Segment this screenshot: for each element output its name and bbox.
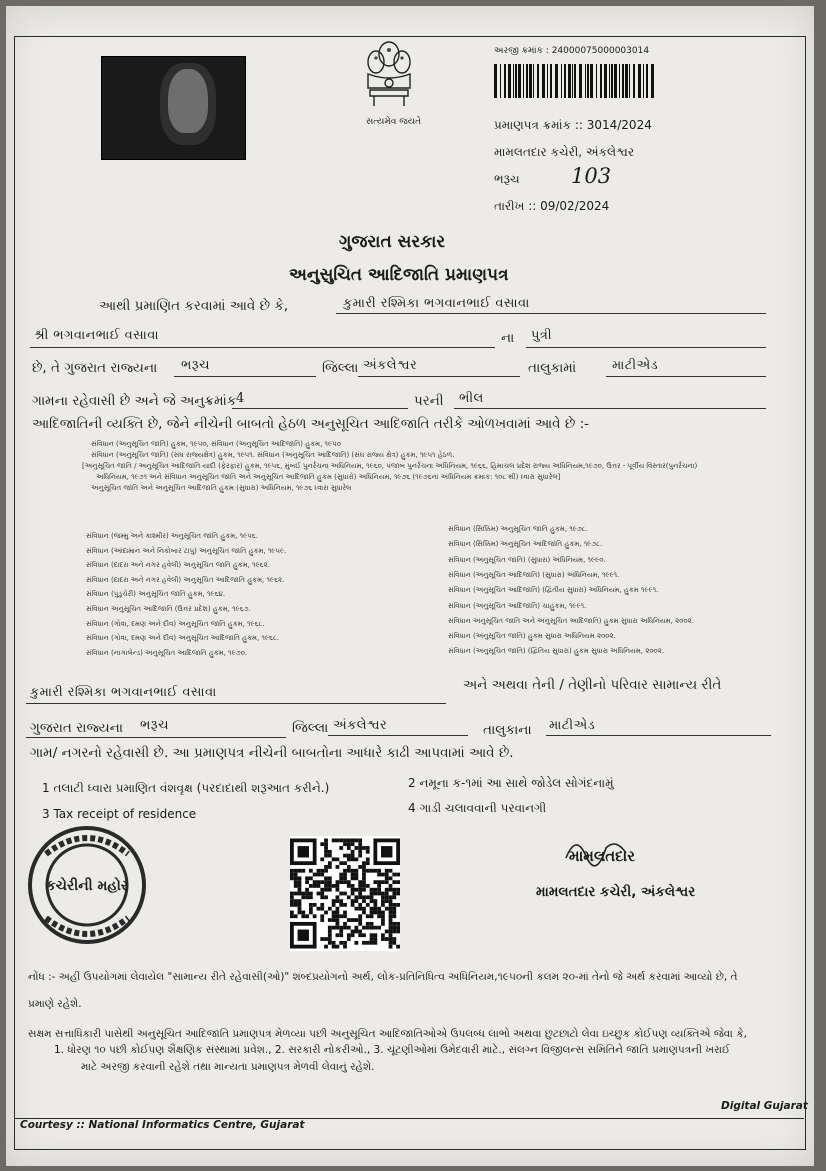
emblem-motto: સત્યમેવ જયતે xyxy=(366,117,422,127)
order-top-3: [અનુસૂચિત જાતિ / અનુસૂચિત આદિજાતિ યાદી (ફેરફાર) હુકમ, ૧૯૫૬, મુંબઈ પુનર્રચના અધિનિયમ, ૧૯૬૦, પંજાબ પુનર્રચના અધિનિયમ, ૧૯૬૬, હિમાચલ પ્રદેશ રાજ્ય અધિનિયમ,૧૯૭૦, ઉત્તર - પૂર્વીય વિસ્તાર(પુનર્રચના) xyxy=(82,462,698,470)
district-label-text: જિલ્લા xyxy=(322,360,359,376)
tribe-name: ભીલ xyxy=(459,391,484,406)
order-right-6: સંવિધાન (અનુસૂચિત આદિજાતિ) ચાહુકમ, ૧૯૯૧. xyxy=(448,601,587,610)
order-left-3: સંવિધાન (દાદરા અને નગર હવેલી) અનુસૂચિત જાતિ હુકમ, ૧૯૬૨. xyxy=(86,561,270,570)
order-right-9: સંવિધાન (અનુસૂચિત જાતિ) (દ્વિતિય સુધારા) હુકમ સુધારા અધિનિયમ, ૨૦૦૨. xyxy=(448,647,665,656)
order-left-5: સંવિધાન (પુડુચેરી) અનુસૂચિત જાતિ હુકમ, ૧૯૬૪. xyxy=(86,590,226,599)
order-left-6: સંવિધાન અનુસૂચિત આદિજાતિ (ઉત્તર પ્રદેશ) હુકમ, ૧૯૬૭. xyxy=(86,605,251,613)
taluka-value-2: અંકલેશ્વર xyxy=(333,718,388,733)
order-left-9: સંવિધાન (નાગાલેન્ડ) અનુસૂચિત આદિજાતિ હુકમ, ૧૯૭૦. xyxy=(86,648,248,657)
national-emblem-icon xyxy=(354,36,424,130)
signatory-office: મામલતદાર કચેરી, અંકલેશ્વર xyxy=(536,884,696,900)
signature-mark xyxy=(561,828,631,868)
note-line-3: સક્ષમ સત્તાધિકારી પાસેથી અનુસૂચિત આદિજાતિ પ્રમાણપત્ર મેળવ્યા પછી અનુસૂચિત આદિજાતિઓએ ઉપલબ્ધ લાભો અથવા છુટછાટો લેવા ઇચ્છુક કોઈપણ વ્યક્તિએ જેવા કે, xyxy=(28,1028,747,1040)
handwritten-number: 103 xyxy=(571,164,612,188)
district-label-2: જિલ્લા xyxy=(292,720,329,736)
family-text: અને અથવા તેની / તેણીનો પરિવાર સામાન્ય રીતે xyxy=(463,677,722,693)
courtesy-text: Courtesy :: National Informatics Centre, Gujarat xyxy=(20,1119,305,1131)
na-text: ના xyxy=(501,330,515,346)
basis-item-4: 4 ગાડી ચલાવવાની પરવાનગી xyxy=(408,801,547,815)
applicant-photo xyxy=(101,56,246,160)
order-right-5: સંવિધાન (અનુસૂચિત આદિજાતિ) (દ્વિતીય સુધારા) અધિનિયમ, હુકમ ૧૯૯૧. xyxy=(448,586,659,595)
intro-text: આથી પ્રમાણિત કરવામાં આવે છે કે, xyxy=(99,298,289,314)
qr-code xyxy=(290,836,400,951)
basis-item-3: 3 Tax receipt of residence xyxy=(42,807,197,821)
taluka-label-text: તાલુકામાં xyxy=(528,360,577,376)
barcode xyxy=(494,64,656,98)
state-text: છે, તે ગુજરાત રાજ્યના xyxy=(32,360,158,376)
applicant-name: કુમારી રશ્મિકા ભગવાનભાઈ વસાવા xyxy=(343,296,530,311)
tribal-statement: આદિજાતિની વ્યક્તિ છે, જેને નીચેની બાબતો હેઠળ અનુસૂચિત આદિજાતિ તરીકે ઓળખવામાં આવે છે :- xyxy=(32,416,590,432)
digital-gujarat-text: Digital Gujarat xyxy=(721,1100,808,1112)
order-top-1: સંવિધાન (અનુસૂચિત જાતિ) હુકમ, ૧૯૫૦, સંવિધાન (અનુસૂચિત આદિજાતિ) હુકમ, ૧૯૫૦ xyxy=(91,440,341,448)
signatory-title: મામલતદાર xyxy=(569,847,635,865)
serial-number: 4 xyxy=(236,391,245,406)
order-left-7: સંવિધાન (ગોવા, દમણ અને દીવ) અનુસૂચિત જાતિ હુકમ, ૧૯૬૮. xyxy=(86,619,265,628)
application-number: અરજી ક્રમાંક : 24000075000003014 xyxy=(494,46,650,56)
note-line-2: પ્રમાણે રહેશે. xyxy=(28,998,82,1010)
applicant-name-2: કુમારી રશ્મિકા ભગવાનભાઈ વસાવા xyxy=(30,685,217,700)
order-right-3: સંવિધાન (અનુસૂચિત જાતિ) (સુધારા) અધિનિયમ, ૧૯૯૦. xyxy=(448,555,606,564)
certificate-number: પ્રમાણપત્ર ક્રમાંક :: 3014/2024 xyxy=(494,118,652,132)
order-top-2: સંવિધાન (અનુસૂચિત જાતિ) (સંઘ રાજ્યક્ષેત્ર) હુકમ, ૧૯૫૧. સંવિધાન (અનુસૂચિત આદિજાતિ) (સંઘ રાજ્ય ક્ષેત્ર) હુકમ, ૧૯૫૧ હેઠળ. xyxy=(91,451,455,459)
note-line-4: 1. ધોરણ ૧૦ પછી કોઈપણ શૈક્ષણિક સંસ્થામાં પ્રવેશ., 2. સરકારી નોકરીઓ., 3. ચૂંટણીઓમાં ઉમેદવારી માટે., સંલગ્ન વિજીલન્સ સમિતિને જાતિ પ્રમાણપત્રની ખરાઈ xyxy=(54,1044,731,1056)
order-left-2: સંવિધાન (આંદામાન અને નિકોબાર ટાપુ) અનુસૂચિત જાતિ હુકમ, ૧૯૫૯. xyxy=(86,546,287,555)
order-top-4: અધિનિયમ, ૧૯૭૧ અને સંવિધાન અનુસૂચિત જાતિ અને અનુસૂચિત આદિજાતિ હુકમ (સુધારો) અધિનિયમ, ૧૯૭૬ (૧૯૭૬ના અધિનિયમ ક્રમાંક: ૧૦૮ થી) ધ્વારા સુધારેલ] xyxy=(96,473,561,481)
order-left-4: સંવિધાન (દાદરા અને નગર હવેલી) અનુસૂચિત આદિજાતિ હુકમ, ૧૯૬૨. xyxy=(86,575,285,584)
office-seal xyxy=(26,824,148,946)
state-prefix: ગુજરાત રાજ્યના xyxy=(30,720,124,736)
basis-item-2: 2 નમૂના ક-૧માં આ સાથે જોડેલ સોગંદનામું xyxy=(408,776,614,790)
taluka-value: અંકલેશ્વર xyxy=(363,358,418,373)
basis-item-1: 1 તલાટી ધ્વારા પ્રમાણિત વંશવૃક્ષ (પરદાદાથી શરૂઆત કરીને.) xyxy=(42,781,330,795)
order-right-8: સંવિધાન (અનુસૂચિત જાતિ) હુકમ સુધારા અધિનિયમ ૨૦૦૨. xyxy=(448,632,616,641)
certificate-title: અનુસુચિત આદિજાતિ પ્રમાણપત્ર xyxy=(289,265,509,285)
relation: પુત્રી xyxy=(531,328,552,343)
issue-date: તારીખ :: 09/02/2024 xyxy=(494,199,610,213)
order-right-2: સંવિધાન (સિક્કિમ) અનુસૂચિત આદિજાતિ હુકમ, ૧૯૭૮. xyxy=(448,540,603,549)
certificate-page xyxy=(6,6,814,1166)
district-label: ભરૂચ xyxy=(494,172,520,186)
order-right-1: સંવિધાન (સિક્કિમ) અનુસૂચિત જાતિ હુકમ, ૧૯૭૮. xyxy=(448,525,588,533)
father-name: શ્રી ભગવાનભાઈ વસાવા xyxy=(34,328,159,343)
seal-text: કચેરીની મહોર xyxy=(45,878,129,894)
order-top-5: અનુસૂચિત જાતિ અને અનુસૂચિત આદિજાતિ હુકમ (સુધારા) અધિનિયમ, ૧૯૭૬ ધ્વારા સુધારેલ xyxy=(91,484,352,492)
order-left-8: સંવિધાન (ગોવા, દમણ અને દીવ) અનુસૂચિત આદિજાતિ હુકમ, ૧૯૬૮. xyxy=(86,634,280,643)
village-value: માટીએડ xyxy=(612,358,659,373)
village-value-2: માટીએડ xyxy=(549,718,596,733)
note-line-1: નોંધ :- અહીં ઉપયોગમાં લેવાયેલ "સામાન્ય રીતે રહેવાસી(ઓ)" શબ્દપ્રયોગનો અર્થ, લોક-પ્રતિનિધિત્વ અધિનિયમ,૧૯૫૦ની કલમ ૨૦-માં તેનો જે અર્થ કરવામાં આવ્યો છે, તે xyxy=(28,971,738,983)
order-left-1: સંવિધાન (જમ્મુ અને કાશ્મીર) અનુસૂચિત જાતિ હુકમ, ૧૯૫૬. xyxy=(86,532,258,540)
note-line-5: માટે અરજી કરવાની રહેશે તથા માન્યતા પ્રમાણપત્ર મેળવી લેવાનું રહેશે. xyxy=(81,1061,375,1073)
taluka-label-2: તાલુકાના xyxy=(483,722,532,738)
basis-text: ગામ/ નગરનો રહેવાસી છે. આ પ્રમાણપત્ર નીચેની બાબતોના આધારે કાઢી આપવામાં આવે છે. xyxy=(30,745,514,761)
district-value: ભરૂચ xyxy=(181,358,210,373)
parni-text: પરની xyxy=(414,393,444,409)
issuing-office: મામલતદાર કચેરી, અંકલેશ્વર xyxy=(494,145,635,159)
resident-text: ગામના રહેવાસી છે અને જે અનુક્રમાંક xyxy=(32,393,237,409)
order-right-7: સંવિધાન અનુસૂચિત જાતિ અને અનુસૂચિત આદિજાતિ) હુકમ સુધારા અધિનિયમ, ૨૦૦૨. xyxy=(448,616,694,625)
district-value-2: ભરૂચ xyxy=(140,718,169,733)
order-right-4: સંવિધાન (અનુસૂચિત આદિજાતિ) (સુધારા) અધિનિયમ, ૧૯૯૧. xyxy=(448,570,620,579)
government-title: ગુજરાત સરકાર xyxy=(339,232,446,252)
